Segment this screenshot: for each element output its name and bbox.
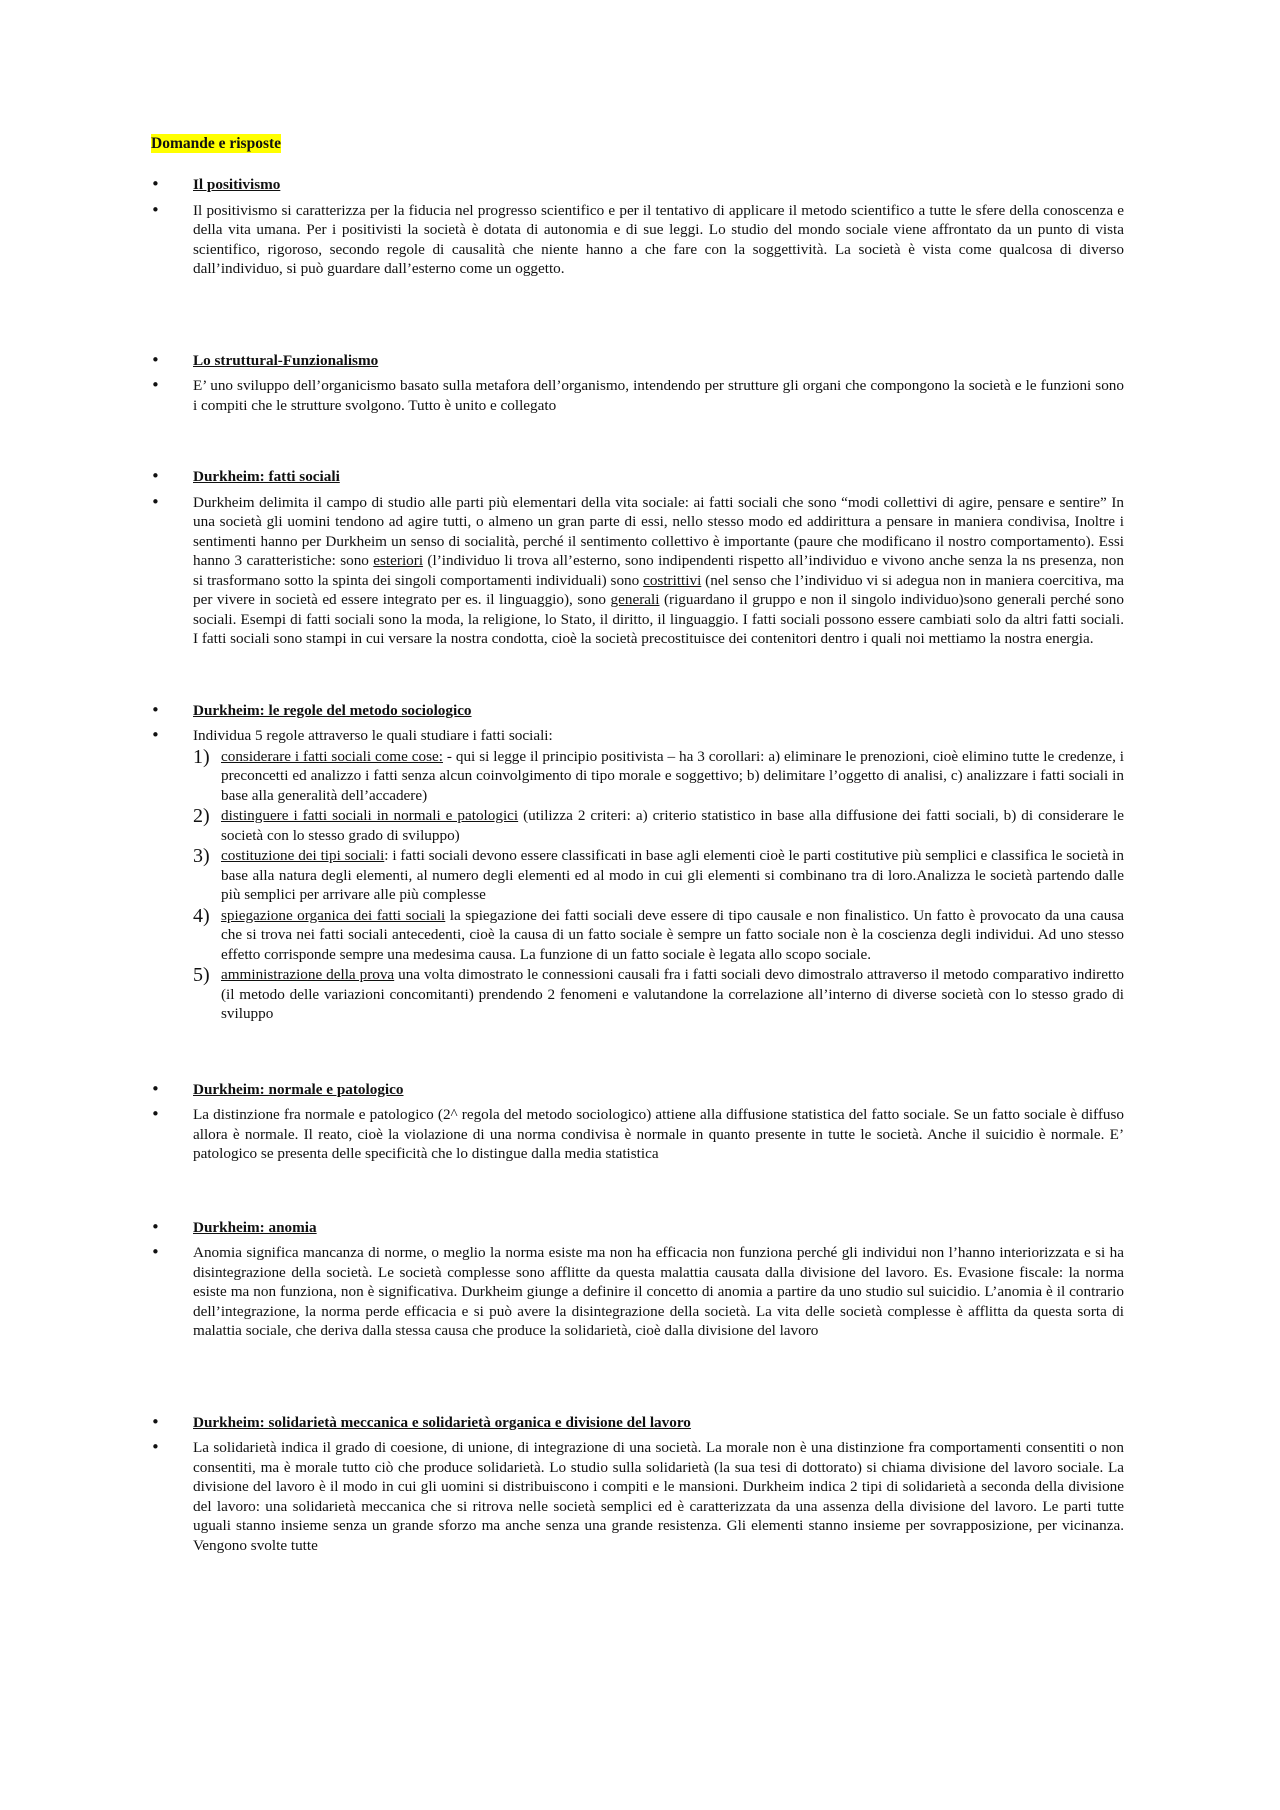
section-fatti-sociali bbox=[151, 467, 1124, 649]
section-heading-row bbox=[151, 175, 1124, 195]
bullet-icon bbox=[151, 701, 193, 721]
rule-number: 1) bbox=[193, 745, 210, 768]
paragraph-text: (l’individuo li trova all’esterno, sono indipendenti rispetto all’individuo e vivono anche senza la ns presenza, non si trasformano sotto la spinta dei singoli comportamenti individuali) sono bbox=[193, 552, 1124, 589]
section-anomia bbox=[151, 1218, 1124, 1341]
bullet-icon bbox=[151, 201, 193, 221]
term-generali: generali bbox=[610, 591, 660, 608]
rule-label: considerare i fatti sociali come cose: bbox=[221, 747, 443, 765]
section-heading: Durkheim: solidarietà meccanica e solidarietà organica e divisione del lavoro bbox=[193, 1413, 691, 1431]
rule-item bbox=[193, 965, 1124, 1024]
bullet-icon bbox=[151, 1105, 193, 1125]
section-heading-row bbox=[151, 351, 1124, 371]
rule-item bbox=[193, 846, 1124, 905]
rule-label: spiegazione organica dei fatti sociali bbox=[221, 906, 446, 924]
rule-label: costituzione dei tipi sociali bbox=[221, 847, 385, 864]
rule-label: distinguere i fatti sociali in normali e patologici bbox=[221, 807, 519, 824]
rule-text bbox=[221, 747, 1124, 806]
rule-number: 3) bbox=[193, 845, 210, 867]
section-paragraph: La distinzione fra normale e patologico (2^ regola del metodo sociologico) attiene alla diffusione statistica del fatto sociale. Se un fatto sociale è diffuso allora è normale. Il reato, cioè la violazione di una norma condivisa è normale in quanto presente in tutte le società. Anche il suicidio è normale. E’ patologico se presenta delle specificità che lo distingue dalla media statistica bbox=[193, 1106, 1124, 1162]
bullet-icon bbox=[151, 175, 193, 195]
section-body-row bbox=[151, 376, 1124, 415]
section-positivismo bbox=[151, 175, 1124, 279]
paragraph-text: (riguardano il gruppo e non il singolo individuo)sono generali perché sono sociali. Esempi di fatti sociali sono la moda, la religione, lo Stato, il diritto, il linguaggio. I fatti sociali possono essere cambiati solo da altri fatti sociali. I fatti sociali sono stampi in cui versare la nostra condotta, cioè la società precostituisce dei contenitori dentro i quali noi mettiamo la nostra energia. bbox=[193, 591, 1124, 647]
bullet-icon bbox=[151, 1218, 193, 1238]
rule-description: : i fatti sociali devono essere classificati in base agli elementi cioè le parti costitutive più semplici e classifica le società in base alla natura degli elementi, al numero degli elementi ed al modo in cui gli elementi si combinano tra di loro.Analizza le società partendo dalle più semplici per arrivare alle più complesse bbox=[221, 847, 1125, 903]
bullet-icon bbox=[151, 376, 193, 396]
section-heading: Durkheim: anomia bbox=[193, 1218, 317, 1236]
rule-description: (utilizza 2 criteri: a) criterio statistico in base alla diffusione dei fatti sociali, b) di considerare le società con lo stesso grado di sviluppo) bbox=[221, 807, 1125, 844]
section-body-row bbox=[151, 1243, 1124, 1341]
section-regole-metodo bbox=[151, 701, 1124, 1024]
section-body-row bbox=[151, 493, 1124, 649]
section-paragraph: Anomia significa mancanza di norme, o meglio la norma esiste ma non ha efficacia non funziona perché gli individui non l’hanno interiorizzata e si ha disintegrazione della società. Le società complesse sono afflitte da questa malattia causata dalla divisione del lavoro. Es. Evasione fiscale: la norma esiste ma non funziona, non è significativa. Durkheim giunge a definire il concetto di anomia a partire da uno studio sul suicidio. L’anomia è il contrario dell’integrazione, la norma perde efficacia e si può avere la disintegrazione della società. La vita delle società complesse è afflitta da questa sorta di malattia sociale, che deriva dalla stessa causa che produce la solidarietà, cioè dalla divisione del lavoro bbox=[193, 1244, 1124, 1339]
bullet-icon bbox=[151, 493, 193, 513]
section-heading-row bbox=[151, 1218, 1124, 1238]
term-esteriori: esteriori bbox=[373, 552, 424, 569]
bullet-icon bbox=[151, 351, 193, 371]
section-heading-row bbox=[151, 467, 1124, 487]
rule-description: una volta dimostrato le connessioni causali fra i fatti sociali devo dimostralo attraverso il metodo comparativo indiretto (il metodo delle variazioni concomitanti) prendendo 2 fenomeni e valutandone la correlazione all’interno di diverse società con lo stesso grado di sviluppo bbox=[221, 966, 1125, 1022]
document-title: Domande e risposte bbox=[151, 135, 282, 152]
rule-number: 2) bbox=[193, 805, 210, 827]
section-solidarieta bbox=[151, 1413, 1124, 1556]
bullet-icon bbox=[151, 1243, 193, 1263]
rule-label: amministrazione della prova bbox=[221, 966, 395, 983]
rule-text bbox=[221, 906, 1124, 965]
section-paragraph: Individua 5 regole attraverso le quali studiare i fatti sociali: bbox=[193, 727, 553, 744]
section-paragraph bbox=[193, 493, 1124, 649]
section-body-row bbox=[151, 1438, 1124, 1555]
paragraph-text: Durkheim delimita il campo di studio alle parti più elementari della vita sociale: ai fatti sociali che sono “modi collettivi di agire, pensare e sentire” In una società gli uomini tendono ad agire tutti, o almeno un gran parte di essi, nello stesso modo ed addirittura a pensare in maniera condivisa, Inoltre i sentimenti hanno per Durkheim un senso di socialità, perché il sentimento collettivo è importante (paure che modificano il nostro comportamento). Essi hanno 3 caratteristiche: sono bbox=[193, 493, 1124, 569]
bullet-icon bbox=[151, 1438, 193, 1458]
rule-description: la spiegazione dei fatti sociali deve essere di tipo causale e non finalistico. Un fatto è provocato da una causa che si trova nei fatti sociali antecedenti, cioè la causa di un fatto sociale è sempre un fatto sociale non è la coscienza degli individui. Ad uno stesso effetto corrisponde sempre una medesima causa. La funzione di un fatto sociale è legata allo scopo sociale. bbox=[221, 906, 1124, 963]
section-normale-patologico bbox=[151, 1080, 1124, 1164]
rule-item bbox=[193, 806, 1124, 845]
rules-list bbox=[193, 747, 1124, 1024]
section-heading: Il positivismo bbox=[193, 176, 281, 193]
section-body-row bbox=[151, 201, 1124, 279]
section-body-row bbox=[151, 726, 1124, 746]
section-paragraph: La solidarietà indica il grado di coesione, di unione, di integrazione di una società. La morale non è una distinzione fra comportamenti consentiti o non consentiti, ma è morale tutto ciò che produce solidarietà. Lo studio sulla solidarietà (la sua tesi di dottorato) si chiama divisione del lavoro sociale. La divisione del lavoro è il modo in cui gli uomini si distribuiscono i compiti e le mansioni. Durkheim indica 2 tipi di solidarietà a seconda della divisione del lavoro: una solidarietà meccanica che si ritrova nelle società semplici ed è caratterizzata da una assenza della divisione del lavoro. Le parti tutte uguali stanno insieme senza un grande sforzo ma anche senza una grande resistenza. Gli elementi stanno insieme per sovrapposizione, per vicinanza. Vengono svolte tutte bbox=[193, 1439, 1124, 1554]
section-heading-row bbox=[151, 1080, 1124, 1100]
section-heading: Durkheim: normale e patologico bbox=[193, 1080, 404, 1098]
section-heading-row bbox=[151, 701, 1124, 721]
rule-item bbox=[193, 906, 1124, 965]
section-heading: Durkheim: fatti sociali bbox=[193, 468, 340, 485]
paragraph-text: (nel senso che l’individuo vi si adegua non in maniera coercitiva, ma per vivere in società ed essere integrato per es. il linguaggio), sono bbox=[193, 571, 1124, 608]
rule-text bbox=[221, 806, 1124, 845]
rule-text bbox=[221, 965, 1124, 1024]
section-heading: Lo struttural-Funzionalismo bbox=[193, 351, 379, 369]
rule-item bbox=[193, 747, 1124, 806]
section-heading-row bbox=[151, 1413, 1124, 1433]
section-paragraph: E’ uno sviluppo dell’organicismo basato sulla metafora dell’organismo, intendendo per strutture gli organi che compongono la società e le funzioni sono i compiti che le strutture svolgono. Tutto è unito e collegato bbox=[193, 377, 1124, 414]
rule-text bbox=[221, 846, 1124, 905]
rule-number: 5) bbox=[193, 964, 210, 986]
section-body-row bbox=[151, 1105, 1124, 1164]
section-paragraph: Il positivismo si caratterizza per la fiducia nel progresso scientifico e per il tentativo di applicare il metodo scientifico a tutte le sfere della conoscenza e della vita umana. Per i positivisti la società è dotata di autonomia e di sue leggi. Lo studio del mondo sociale viene affrontato da un punto di vista scientifico, rigoroso, secondo regole di causalità che niente hanno a che fare con la soggettività. La società è vista come qualcosa di diverso dall’individuo, si può guardare dall’esterno come un oggetto. bbox=[193, 201, 1124, 277]
rule-number: 4) bbox=[193, 904, 210, 927]
section-heading: Durkheim: le regole del metodo sociologico bbox=[193, 701, 472, 719]
bullet-icon bbox=[151, 467, 193, 487]
term-costrittivi: costrittivi bbox=[643, 571, 702, 589]
rule-description: - qui si legge il principio positivista – ha 3 corollari: a) eliminare le prenozioni, cioè elimino tutte le credenze, i preconcetti ed analizzo i fatti senza alcun coinvolgimento di tipo morale e soggettivo; b) delimitare l’oggetto di analisi, c) analizzare i fatti sociali in base alla generalità dell’accadere) bbox=[221, 747, 1125, 804]
bullet-icon bbox=[151, 726, 193, 746]
bullet-icon bbox=[151, 1413, 193, 1433]
section-struttural-funzionalismo bbox=[151, 351, 1124, 416]
bullet-icon bbox=[151, 1080, 193, 1100]
